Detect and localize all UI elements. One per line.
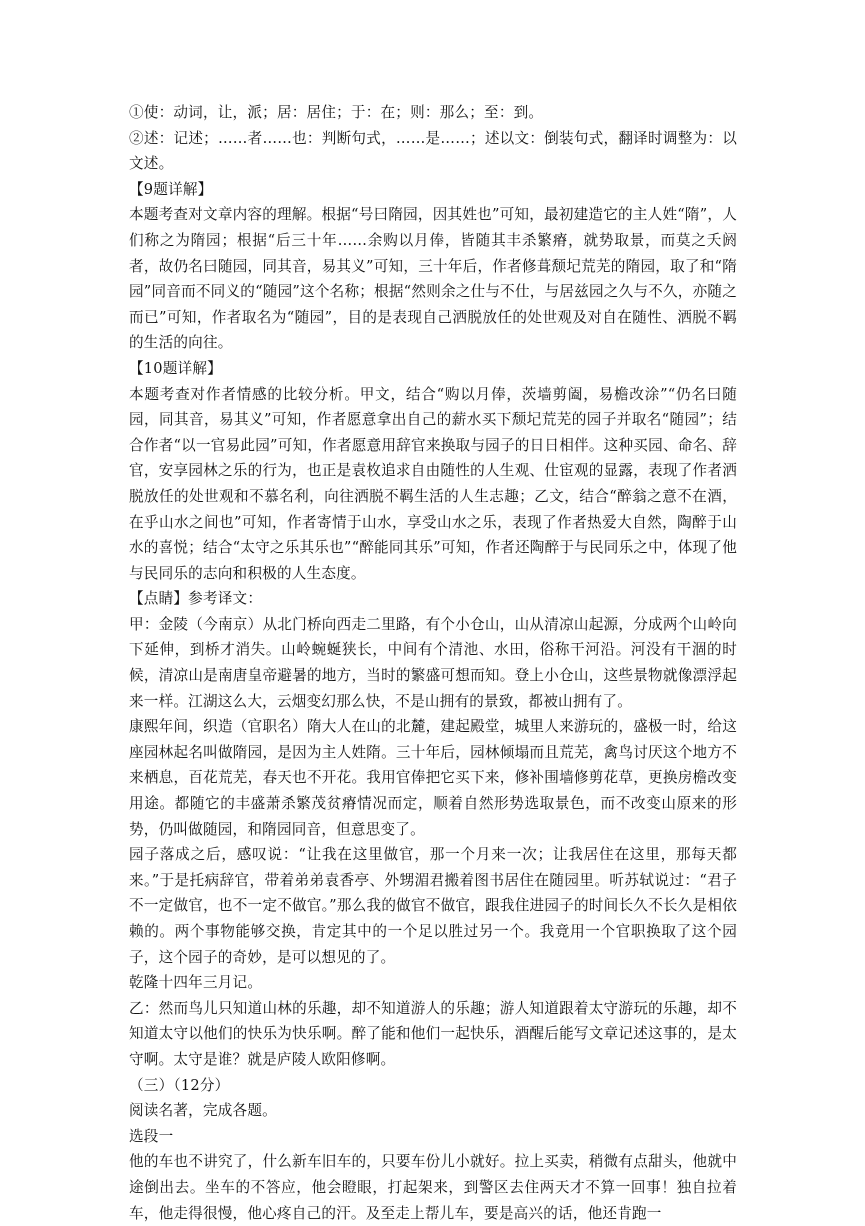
- note-2: ②述：记述；……者……也：判断句式，……是……；述以文：倒装句式，翻译时调整为：以文述。: [129, 129, 737, 173]
- document-body: [129, 100, 737, 1226]
- translation-date: 乾隆十四年三月记。: [129, 974, 263, 992]
- instruction: 阅读名著，完成各题。: [129, 1102, 277, 1120]
- translation-jia-1: 甲：金陵（今南京）从北门桥向西走二里路，有个小仓山，山从清凉山起源，分成两个山岭向下延伸，到桥才消失。山岭蜿蜒狭长，中间有个清池、水田，俗称干河沿。河没有干涸的时候，清凉山是南唐皇帝避暑的地方，当时的繁盛可想而知。登上小仓山，这些景物就像漂浮起来一样。江湖这么大，云烟变幻那么快，不是山拥有的景致，都被山拥有了。: [129, 615, 737, 710]
- note-1: ①使：动词，让，派；居：居住；于：在；则：那么；至：到。: [129, 104, 544, 121]
- section-heading-part3: （三）（12分）: [129, 1076, 230, 1094]
- section-heading-q9: 【9题详解】: [129, 180, 213, 198]
- excerpt-text: 他的车也不讲究了，什么新车旧车的，只要车份儿小就好。拉上买卖，稍微有点甜头，他就中途倒出去。坐车的不答应，他会瞪眼，打起架来，到警区去住两天才不算一回事！独自拉着车，他走得很慢，他心疼自己的汗。及至走上帮儿车，要是高兴的话，他还肯跑一: [129, 1153, 737, 1222]
- translation-jia-2: 康熙年间，织造（官职名）隋大人在山的北麓，建起殿堂，城里人来游玩的，盛极一时，给这座园林起名叫做隋园，是因为主人姓隋。三十年后，园林倾塌而且荒芜，禽鸟讨厌这个地方不来栖息，百花荒芜，春天也不开花。我用官俸把它买下来，修补围墙修剪花草，更换房檐改变用途。都随它的丰盛萧杀繁茂贫瘠情况而定，顺着自然形势选取景色，而不改变山原来的形势，仍叫做随园，和隋园同音，但意思变了。: [129, 718, 737, 838]
- section-heading-q10: 【10题详解】: [129, 359, 222, 377]
- q10-explanation: 本题考查对作者情感的比较分析。甲文，结合“购以月俸，茨墙剪阖，易檐改涂”“仍名曰随园，同其音，易其义”可知，作者愿意拿出自己的薪水买下颓圮荒芜的园子并取名“随园”；结合作者“以一官易此园”可知，作者愿意用辞官来换取与园子的日日相伴。这种买园、命名、辞官，安享园林之乐的行为，也正是袁枚追求自由随性的人生观、仕宦观的显露，表现了作者洒脱放任的处世观和不慕名利，向往洒脱不羁生活的人生志趣；乙文，结合“醉翁之意不在酒，在乎山水之间也”可知，作者寄情于山水，享受山水之乐，表现了作者热爱大自然，陶醉于山水的喜悦；结合“太守之乐其乐也”“醉能同其乐”可知，作者还陶醉于与民同乐之中，体现了他与民同乐的志向和积极的人生态度。: [129, 385, 737, 582]
- translation-jia-3: 园子落成之后，感叹说：“让我在这里做官，那一个月来一次；让我居住在这里，那每天都来。”于是托病辞官，带着弟弟袁香亭、外甥湄君搬着图书居住在随园里。听苏轼说过：“君子不一定做官，也不一定不做官。”那么我的做官不做官，跟我住进园子的时间长久不长久是相依赖的。两个事物能够交换，肯定其中的一个足以胜过另一个。我竟用一个官职换取了这个园子，这个园子的奇妙，是可以想见的了。: [129, 846, 737, 966]
- translation-yi: 乙：然而鸟儿只知道山林的乐趣，却不知道游人的乐趣；游人知道跟着太守游玩的乐趣，却不知道太守以他们的快乐为快乐啊。醉了能和他们一起快乐，酒醒后能写文章记述这事的，是太守啊。太守是谁？就是庐陵人欧阳修啊。: [129, 999, 737, 1068]
- translation-heading: 【点睛】参考译文：: [129, 590, 263, 608]
- excerpt-label: 选段一: [129, 1127, 174, 1145]
- q9-explanation: 本题考查对文章内容的理解。根据“号曰隋园，因其姓也”可知，最初建造它的主人姓“隋”，人们称之为隋园；根据“后三十年……余购以月俸，皆随其丰杀繁瘠，就势取景，而莫之夭阏者，故仍名曰随园，同其音，易其义”可知，三十年后，作者修葺颓圮荒芜的隋园，取了和“隋园”同音而不同义的“随园”这个名称；根据“然则余之仕与不仕，与居兹园之久与不久，亦随之而已”可知，作者取名为“随园”，目的是表现自己洒脱放任的处世观及对自在随性、洒脱不羁的生活的向往。: [129, 206, 737, 352]
